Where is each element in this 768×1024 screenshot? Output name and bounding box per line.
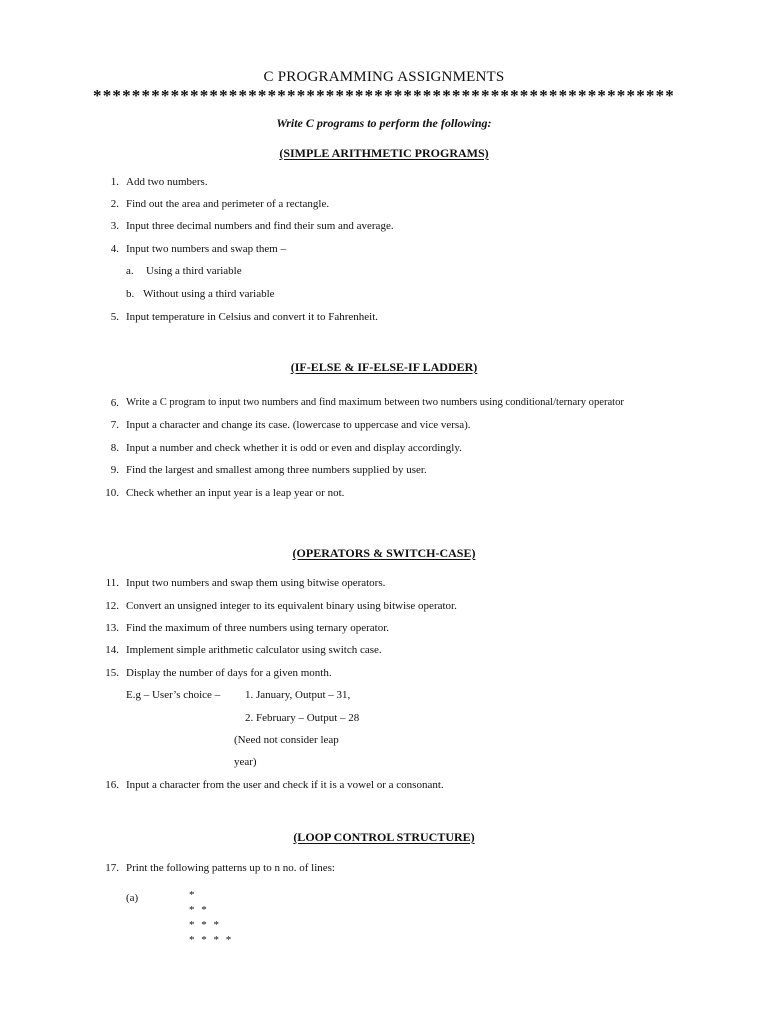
item-number: 1. xyxy=(110,176,119,188)
example-line: 2. February – Output – 28 xyxy=(245,712,360,724)
star-divider: ************************************************************ xyxy=(93,86,675,105)
item-text: Input a number and check whether it is odd or even and display accordingly. xyxy=(126,442,462,454)
sub-item-text: Using a third variable xyxy=(146,265,242,277)
item-text: Input two numbers and swap them – xyxy=(126,243,287,255)
pattern-line: * * * * xyxy=(189,934,234,946)
example-note: (Need not consider leap xyxy=(234,734,339,746)
pattern-line: * * xyxy=(189,904,209,916)
section-heading-arithmetic: (SIMPLE ARITHMETIC PROGRAMS) xyxy=(279,146,489,160)
example-note: year) xyxy=(234,756,257,768)
item-number: 16. xyxy=(105,779,119,791)
item-number: 10. xyxy=(105,487,119,499)
item-text: Find the maximum of three numbers using ternary operator. xyxy=(126,622,390,634)
pattern-line: * xyxy=(189,889,197,901)
item-text: Input two numbers and swap them using bitwise operators. xyxy=(126,577,386,589)
item-number: 14. xyxy=(105,644,119,656)
item-text: Add two numbers. xyxy=(126,176,208,188)
item-number: 2. xyxy=(110,198,119,210)
example-label: E.g – User’s choice – xyxy=(126,689,221,701)
item-text: Input a character and change its case. (lowercase to uppercase and vice versa). xyxy=(126,419,471,431)
section-heading-if-else: (IF-ELSE & IF-ELSE-IF LADDER) xyxy=(290,360,478,374)
item-number: 4. xyxy=(110,243,119,255)
item-text: Print the following patterns up to n no. of lines: xyxy=(126,862,335,874)
item-number: 5. xyxy=(110,311,119,323)
item-text: Display the number of days for a given month. xyxy=(126,667,332,679)
sub-item-letter: a. xyxy=(126,265,134,277)
item-text: Write a C program to input two numbers and find maximum between two numbers using conditional/ternary operator xyxy=(126,397,624,408)
item-number: 3. xyxy=(110,220,119,232)
item-number: 13. xyxy=(105,622,119,634)
item-text: Input a character from the user and check if it is a vowel or a consonant. xyxy=(126,779,444,791)
item-text: Convert an unsigned integer to its equivalent binary using bitwise operator. xyxy=(126,600,457,612)
item-text: Implement simple arithmetic calculator using switch case. xyxy=(126,644,382,656)
item-text: Check whether an input year is a leap year or not. xyxy=(126,487,345,499)
item-text: Find the largest and smallest among three numbers supplied by user. xyxy=(126,464,427,476)
item-number: 8. xyxy=(110,442,119,454)
item-number: 7. xyxy=(110,419,119,431)
section-heading-loop: (LOOP CONTROL STRUCTURE) xyxy=(293,830,475,844)
item-number: 6. xyxy=(110,397,119,409)
document-subtitle: Write C programs to perform the following: xyxy=(276,116,492,130)
item-number: 17. xyxy=(105,862,119,874)
item-number: 9. xyxy=(110,464,119,476)
example-line: 1. January, Output – 31, xyxy=(245,689,351,701)
item-number: 12. xyxy=(105,600,119,612)
document-title: C PROGRAMMING ASSIGNMENTS xyxy=(263,69,505,85)
pattern-line: * * * xyxy=(189,919,221,931)
item-text: Find out the area and perimeter of a rectangle. xyxy=(126,198,330,210)
item-number: 11. xyxy=(105,577,119,589)
section-heading-operators: (OPERATORS & SWITCH-CASE) xyxy=(292,546,476,560)
pattern-label: (a) xyxy=(126,892,139,904)
item-number: 15. xyxy=(105,667,119,679)
sub-item-letter: b. xyxy=(126,288,135,300)
item-text: Input three decimal numbers and find their sum and average. xyxy=(126,220,394,232)
sub-item-text: Without using a third variable xyxy=(143,288,275,300)
item-text: Input temperature in Celsius and convert it to Fahrenheit. xyxy=(126,311,379,323)
